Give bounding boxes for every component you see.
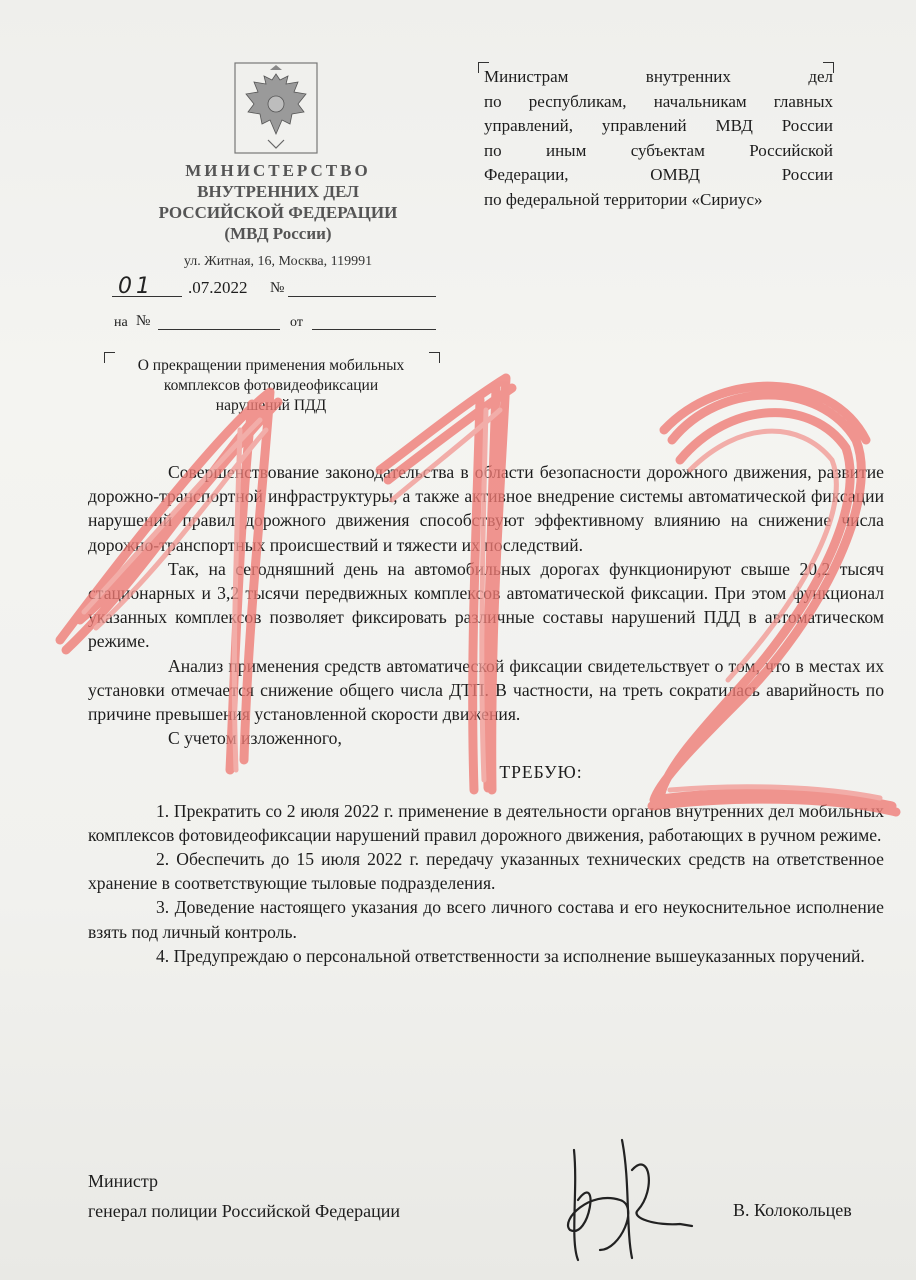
ministry-line-4: (МВД России) bbox=[224, 224, 332, 243]
signatory-title bbox=[88, 1166, 400, 1226]
ministry-line-3: РОССИЙСКОЙ ФЕДЕРАЦИИ bbox=[158, 203, 398, 222]
demand-item-2: 2. Обеспечить до 15 июля 2022 г. передачу указанных технических средств на ответственное хранение в соответствующие тыловые подразделения. bbox=[88, 849, 884, 894]
ministry-name bbox=[118, 160, 438, 244]
subject-line-1: О прекращении применения мобильных bbox=[137, 357, 405, 374]
ministry-line-2: ВНУТРЕННИХ ДЕЛ bbox=[197, 182, 359, 201]
body-paragraph-2: Так, на сегодняшний день на автомобильных дорогах функционируют свыше 20,2 тысяч стационарных и 3,2 тысячи передвижных комплексов автоматической фиксации. При этом функционал указанных комплексов позволяет фиксировать различные составы нарушений ПДД в автоматическом режиме. bbox=[88, 558, 884, 652]
signatory-title-line-1: Министр bbox=[88, 1171, 158, 1191]
recipient-line: по федеральной территории «Сириус» bbox=[484, 189, 763, 209]
body-paragraph-1: Совершенствование законодательства в области безопасности дорожного движения, развитие дорожно-транспортной инфраструктуры, а также активное внедрение системы автоматической фиксации нарушений правил дорожного движения способствуют эффективному влиянию на снижение числа дорожно-транспортных происшествий и тяжести их последствий. bbox=[88, 462, 884, 555]
reference-row bbox=[112, 312, 442, 334]
recipient-line: Министрам внутренних дел bbox=[484, 67, 833, 86]
subject-line-3: нарушений ПДД bbox=[215, 397, 327, 414]
date-month-year: .07.2022 bbox=[188, 278, 248, 297]
demand-item-3: 3. Доведение настоящего указания до всего личного состава и его неукоснительное исполнение взять под личный контроль. bbox=[88, 897, 884, 942]
handwritten-signature bbox=[560, 1130, 710, 1270]
recipient-line: по иным субъектам Российской bbox=[484, 140, 833, 160]
ministry-line-1: МИНИСТЕРСТВО bbox=[185, 161, 371, 180]
signatory-title-line-2: генерал полиции Российской Федерации bbox=[88, 1201, 401, 1221]
handwritten-date-day: 01 bbox=[118, 274, 154, 299]
number-label: № bbox=[270, 280, 285, 296]
subject-line-2: комплексов фотовидеофиксации bbox=[163, 377, 379, 394]
demand-item-4: 4. Предупреждаю о персональной ответственности за исполнение вышеуказанных поручений. bbox=[156, 945, 865, 966]
document-subject bbox=[108, 356, 434, 416]
demand-heading: ТРЕБУЮ: bbox=[499, 762, 583, 783]
date-underline bbox=[112, 296, 182, 297]
document-body bbox=[88, 460, 884, 968]
reference-number-underline bbox=[158, 329, 280, 330]
recipient-line: управлений, управлений МВД России bbox=[484, 116, 833, 135]
body-paragraph-3: Анализ применения средств автоматической фиксации свидетельствует о том, что в местах их установки отмечается снижение общего числа ДТП. В частности, на треть сократилась аварийность по причине превышения установленной скорости движения. bbox=[88, 655, 884, 725]
recipient-block bbox=[484, 65, 833, 212]
double-headed-eagle-emblem-icon bbox=[234, 62, 318, 154]
reference-date-underline bbox=[312, 329, 436, 330]
number-underline bbox=[288, 296, 436, 297]
na-number-label: № bbox=[136, 313, 151, 329]
recipient-line: по республикам, начальникам главных bbox=[484, 91, 833, 111]
signatory-name: В. Колокольцев bbox=[733, 1200, 852, 1220]
document-date-row bbox=[112, 274, 442, 304]
from-label: от bbox=[290, 315, 303, 330]
body-paragraph-4: С учетом изложенного, bbox=[168, 728, 342, 749]
demand-item-1: 1. Прекратить со 2 июля 2022 г. применение в деятельности органов внутренних дел мобильных комплексов фотовидеофиксации нарушений правил дорожного движения, работающих в ручном режиме. bbox=[88, 800, 884, 845]
recipient-line: Федерации, ОМВД России bbox=[484, 165, 833, 184]
ministry-address: ул. Житная, 16, Москва, 119991 bbox=[183, 254, 373, 269]
na-label: на bbox=[114, 315, 128, 330]
